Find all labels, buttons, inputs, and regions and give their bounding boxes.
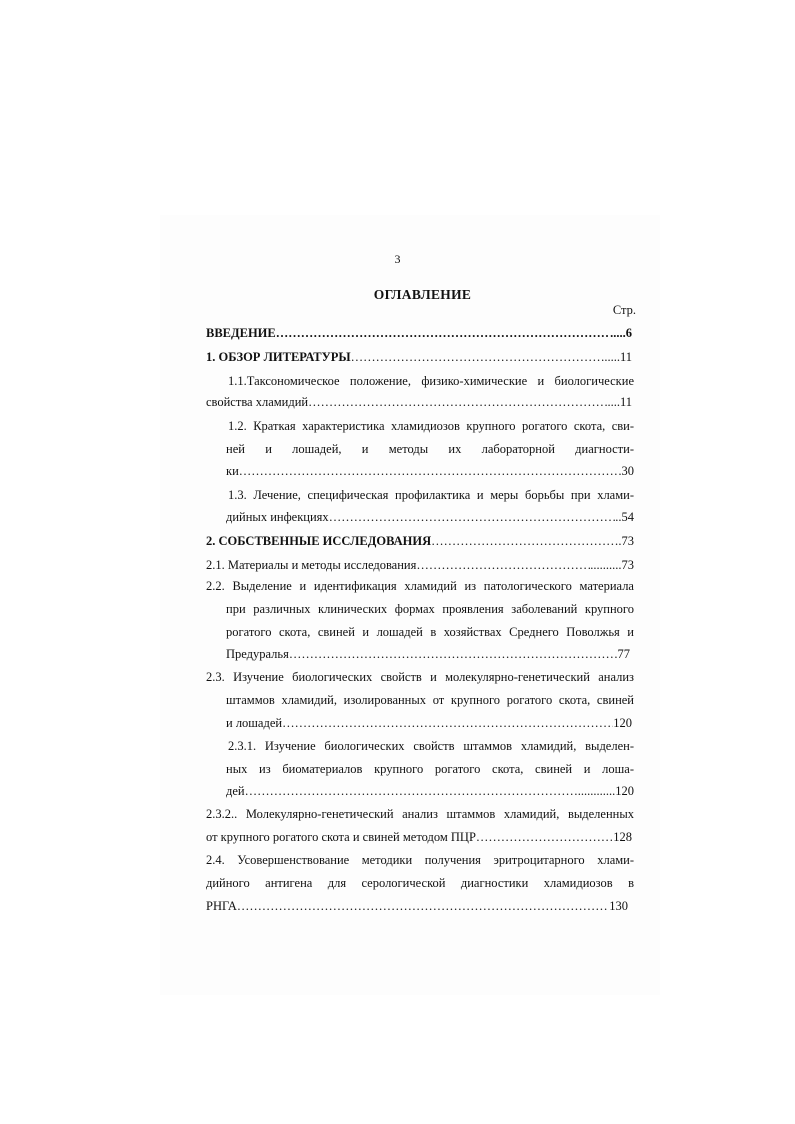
toc-entry-own-research[interactable]: 2. СОБСТВЕННЫЕ ИССЛЕДОВАНИЯ …………………………………………………………………………………………………………………………………………………………… .73 (206, 533, 634, 549)
toc-entry-literature-review[interactable]: 1. ОБЗОР ЛИТЕРАТУРЫ …………………………………………………………………………………………………………………………………………………………… .....11 (206, 349, 632, 365)
toc-entry-2-2[interactable]: Предуралья …………………………………………………………………………………………………………………………………………………………… .77 (226, 646, 630, 662)
toc-entry-2-4-line: дийного антигена для серологической диагностики хламидиозов в (206, 876, 634, 890)
toc-entry-1-2[interactable]: ки …………………………………………………………………………………………………………………………………………………………… 30 (226, 463, 634, 479)
toc-entry-2-3[interactable]: и лошадей …………………………………………………………………………………………………………………………………………………………… 120 (226, 715, 632, 731)
toc-entry-2-4-line: 2.4. Усовершенствование методики получения эритроцитарного хлами- (206, 853, 634, 867)
toc-entry-2-3-1[interactable]: дей …………………………………………………………………………………………………………………………………………………………… ............120 (226, 783, 634, 799)
toc-entry-2-2-line: при различных клинических формах проявления заболеваний крупного (226, 602, 634, 616)
toc-entry-2-1[interactable]: 2.1. Материалы и методы исследования …………………………………………………………………………………………………………………………………………………………… ..........73 (206, 557, 634, 573)
toc-entry-2-2-line: 2.2. Выделение и идентификация хламидий из патологического материала (206, 579, 634, 593)
toc-entry-2-4[interactable]: РНГА …………………………………………………………………………………………………………………………………………………………… 130 (206, 898, 628, 914)
toc-entry-1-1[interactable]: свойства хламидий …………………………………………………………………………………………………………………………………………………………… ....11 (206, 394, 632, 410)
toc-entry-2-3-line: штаммов хламидий, изолированных от крупного рогатого скота, свиней (226, 693, 634, 707)
toc-entry-1-3-line: 1.3. Лечение, специфическая профилактика и меры борьбы при хлами- (228, 488, 634, 502)
toc-entry-2-2-line: рогатого скота, свиней и лошадей в хозяйствах Среднего Поволжья и (226, 625, 634, 639)
toc-entry-2-3-line: 2.3. Изучение биологических свойств и молекулярно-генетический анализ (206, 670, 634, 684)
toc-entry-1-3[interactable]: дийных инфекциях …………………………………………………………………………………………………………………………………………………………… ..54 (226, 509, 634, 525)
toc-entry-2-3-2-line: 2.3.2.. Молекулярно-генетический анализ штаммов хламидий, выделенных (206, 807, 634, 821)
page-column-label: Стр. (612, 303, 636, 317)
toc-entry-1-2-line: 1.2. Краткая характеристика хламидиозов крупного рогатого скота, сви- (228, 419, 634, 433)
toc-entry-1-1-line: 1.1.Таксономическое положение, физико-химические и биологические (228, 374, 634, 388)
toc-entry-introduction[interactable]: ВВЕДЕНИЕ… …………………………………………………………………………………………………………………………………………………………… .....6 (206, 325, 632, 341)
toc-entry-2-3-1-line: ных из биоматериалов крупного рогатого скота, свиней и лоша- (226, 762, 634, 776)
page-title: ОГЛАВЛЕНИЕ (373, 287, 472, 302)
toc-entry-2-3-2[interactable]: от крупного рогатого скота и свиней методом ПЦР …………………………………………………………………………………………………………………………………………………………… 128 (206, 829, 632, 845)
page-number: 3 (394, 252, 401, 266)
toc-entry-1-2-line: ней и лошадей, и методы их лабораторной диагности- (226, 442, 634, 456)
toc-entry-2-3-1-line: 2.3.1. Изучение биологических свойств штаммов хламидий, выделен- (228, 739, 634, 753)
